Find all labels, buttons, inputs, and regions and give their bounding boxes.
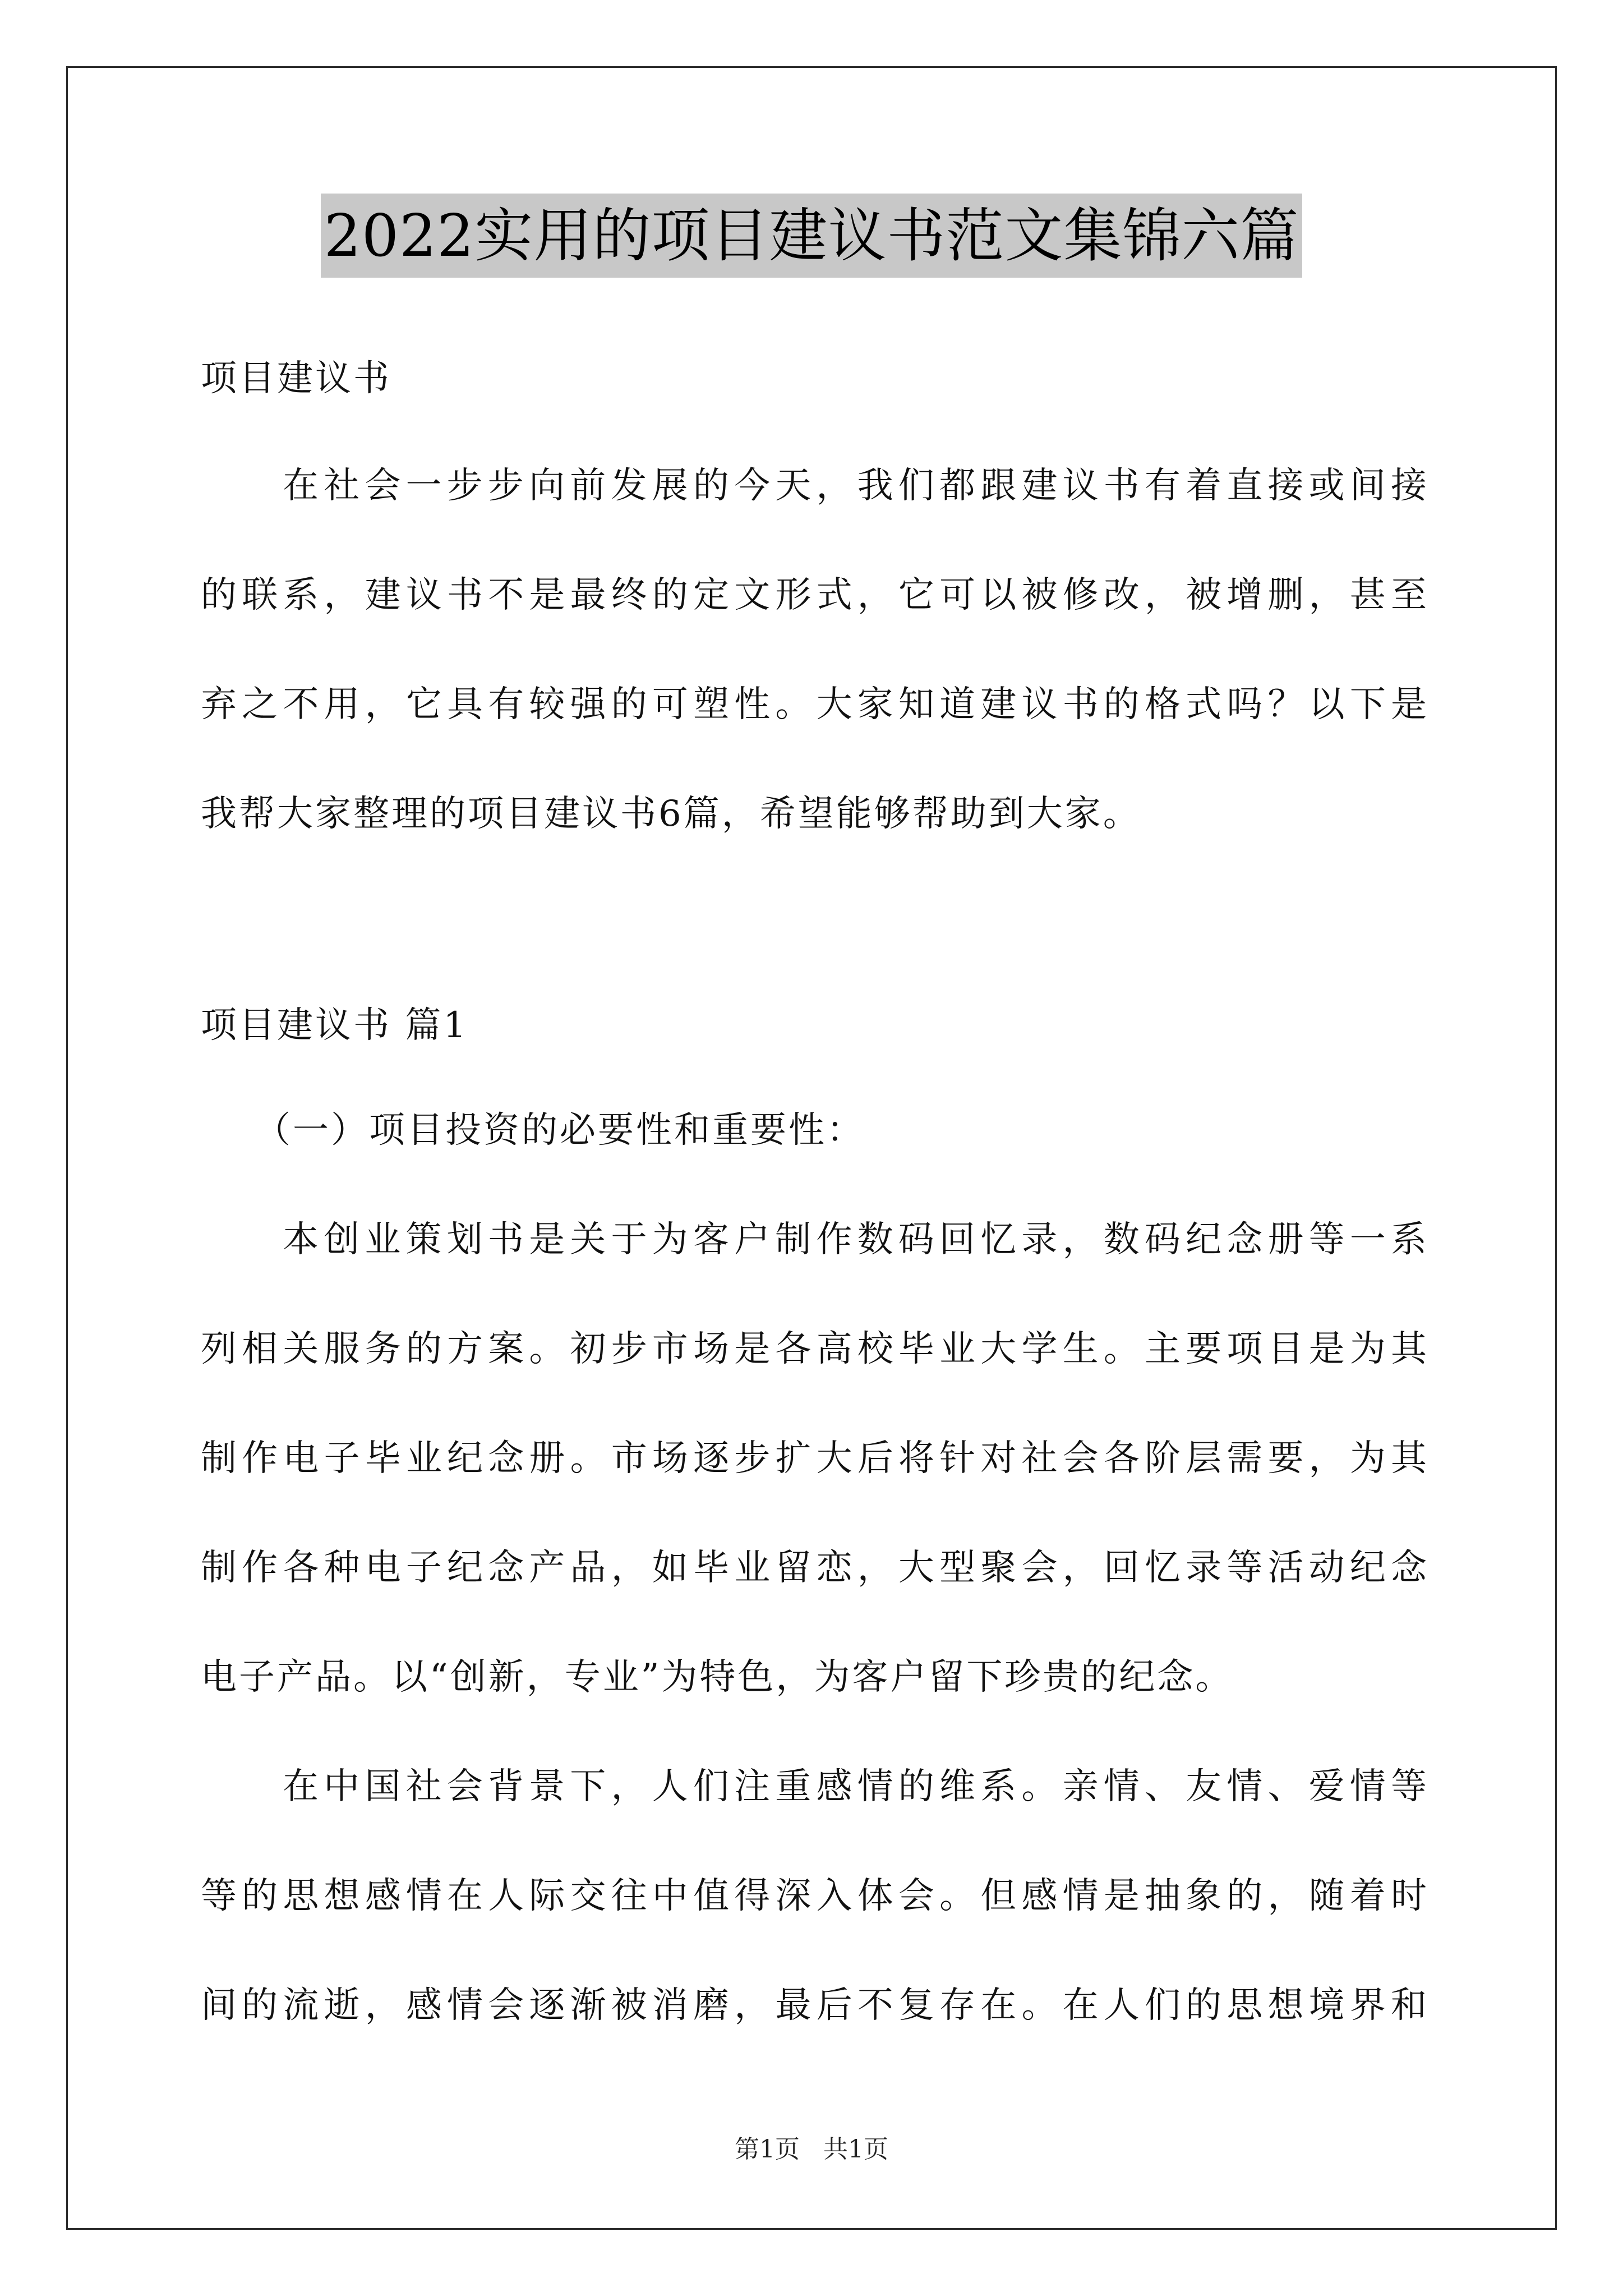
para1-line-1	[283, 1217, 1429, 1262]
para1-line-4: 制作各种电子纪念产品，如毕业留恋，大型聚会，回忆录等活动纪念	[201, 1547, 1429, 1589]
intro-line-2: 的联系，建议书不是最终的定文形式，它可以被修改，被增删，甚至	[201, 574, 1429, 616]
title-wrap	[0, 194, 1623, 278]
para1-line-3: 制作电子毕业纪念册。市场逐步扩大后将针对社会各阶层需要，为其	[201, 1438, 1429, 1479]
intro-line-3: 弃之不用，它具有较强的可塑性。大家知道建议书的格式吗？以下是	[201, 684, 1429, 725]
intro-line-4: 我帮大家整理的项目建议书6篇，希望能够帮助到大家。	[201, 793, 1141, 835]
para2-line-1-text: 在中国社会背景下，人们注重感情的维系。亲情、友情、爱情等	[283, 1766, 1429, 1807]
page-total: 共1页	[823, 2135, 888, 2164]
para2-line-3: 间的流逝，感情会逐渐被消磨，最后不复存在。在人们的思想境界和	[201, 1985, 1429, 2026]
page-number: 第1页	[735, 2135, 800, 2164]
para1-line-5: 电子产品。以“创新，专业”为特色，为客户留下珍贵的纪念。	[201, 1657, 1234, 1698]
page-footer	[0, 2129, 1623, 2165]
document-title: 2022实用的项目建议书范文集锦六篇	[321, 194, 1303, 278]
part-heading: 项目建议书 篇1	[201, 1005, 469, 1046]
para2-line-1	[283, 1764, 1429, 1809]
intro-line-1	[283, 463, 1429, 508]
section-heading: 项目建议书	[201, 358, 391, 399]
para2-line-2: 等的思想感情在人际交往中值得深入体会。但感情是抽象的，随着时	[201, 1875, 1429, 1917]
intro-line-1-text: 在社会一步步向前发展的今天，我们都跟建议书有着直接或间接	[283, 465, 1429, 507]
para1-line-2: 列相关服务的方案。初步市场是各高校毕业大学生。主要项目是为其	[201, 1328, 1429, 1370]
para1-line-1-text: 本创业策划书是关于为客户制作数码回忆录，数码纪念册等一系	[283, 1219, 1429, 1260]
sub-heading: （一）项目投资的必要性和重要性：	[255, 1110, 865, 1151]
